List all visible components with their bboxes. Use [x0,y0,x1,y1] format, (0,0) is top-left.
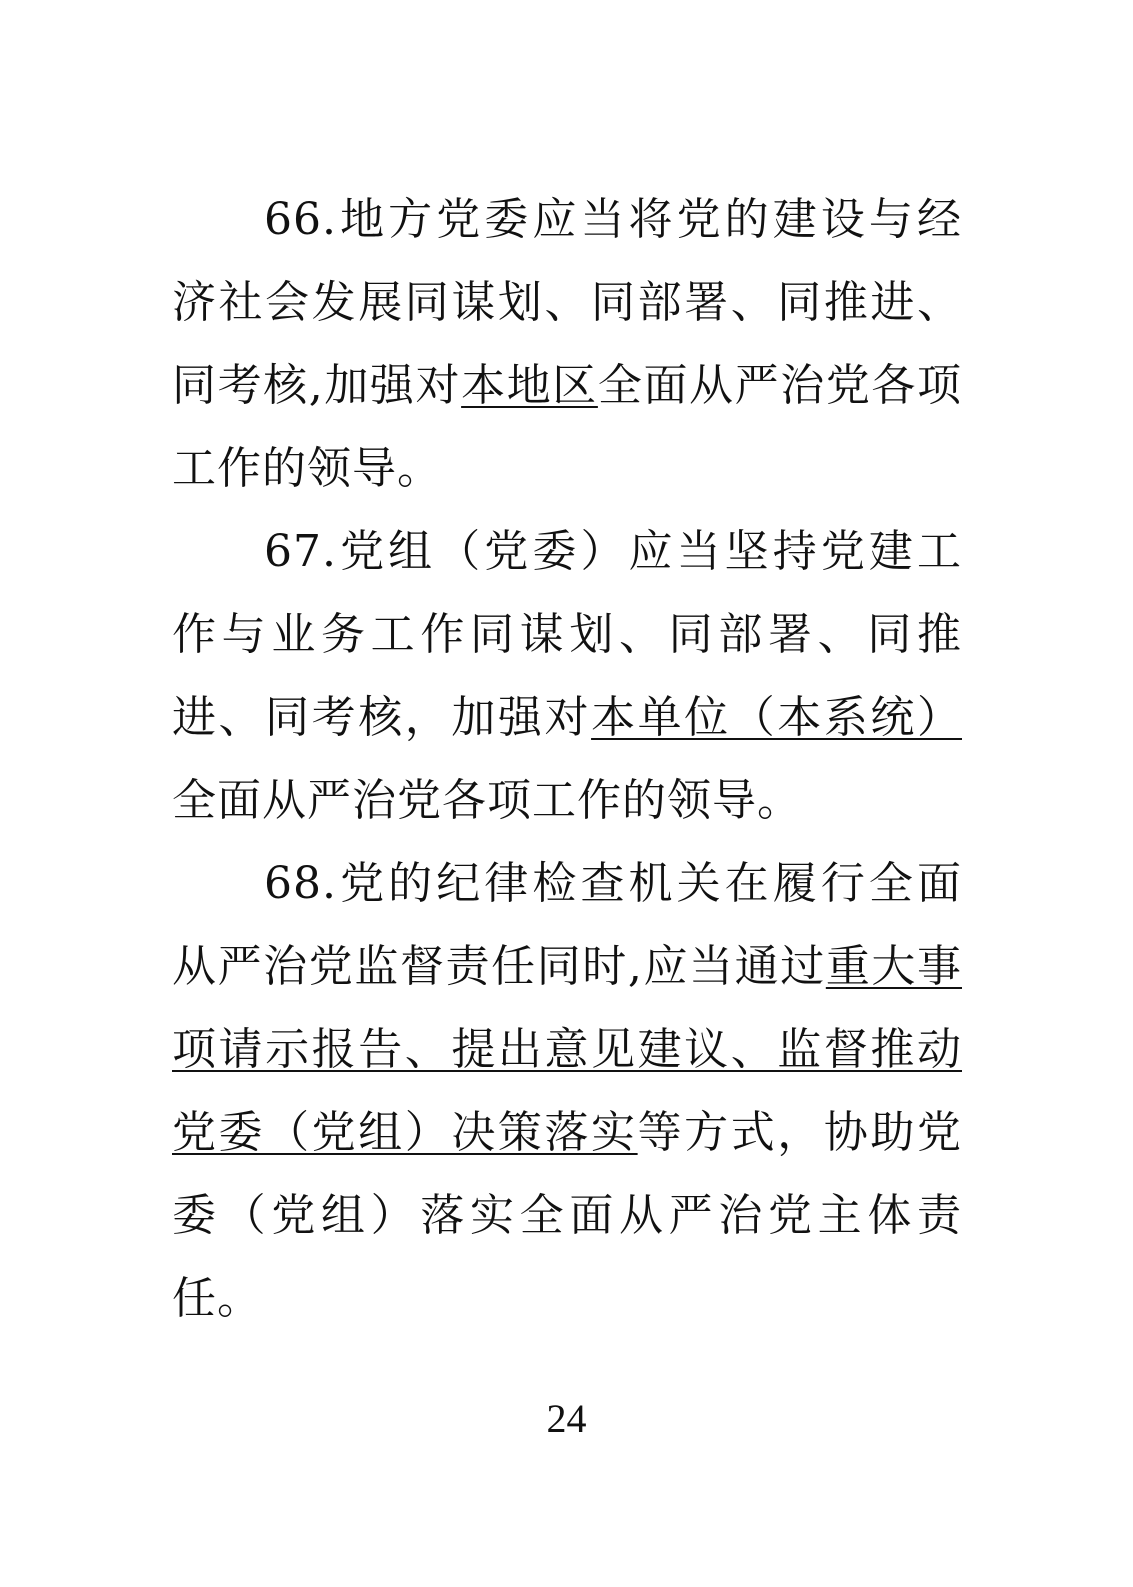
paragraph-text: 地方党委应当将党的建设与经济社会发展同谋划、同部署、同推进、同考核,加强对 [172,194,962,411]
paragraph-number: 67. [264,526,337,577]
underlined-text: 本单位（本系统） [591,692,962,743]
paragraph-text: 党组（党委）应当坚持党建工作与业务工作同谋划、同部署、同推进、同考核，加强对 [172,526,962,743]
paragraph-text: 党的纪律检查机关在履行全面从严治党监督责任同时,应当通过 [172,858,962,992]
underlined-text: 本地区 [461,360,598,411]
paragraph-text: 全面从严治党各项工作的领导。 [172,360,962,494]
page-number: 24 [546,1396,587,1441]
paragraph-number: 68. [264,858,337,909]
paragraph-text: 全面从严治党各项工作的领导。 [172,775,802,826]
underlined-text: 重大事项请示报告、提出意见建议、监督推动党委（党组）决策落实 [172,941,962,1158]
paragraph-67 [172,510,962,842]
paragraph-number: 66. [264,194,337,245]
paragraph-68 [172,842,962,1340]
paragraph-66 [172,178,962,510]
paragraph-text: 等方式，协助党委（党组）落实全面从严治党主体责任。 [172,1107,962,1324]
